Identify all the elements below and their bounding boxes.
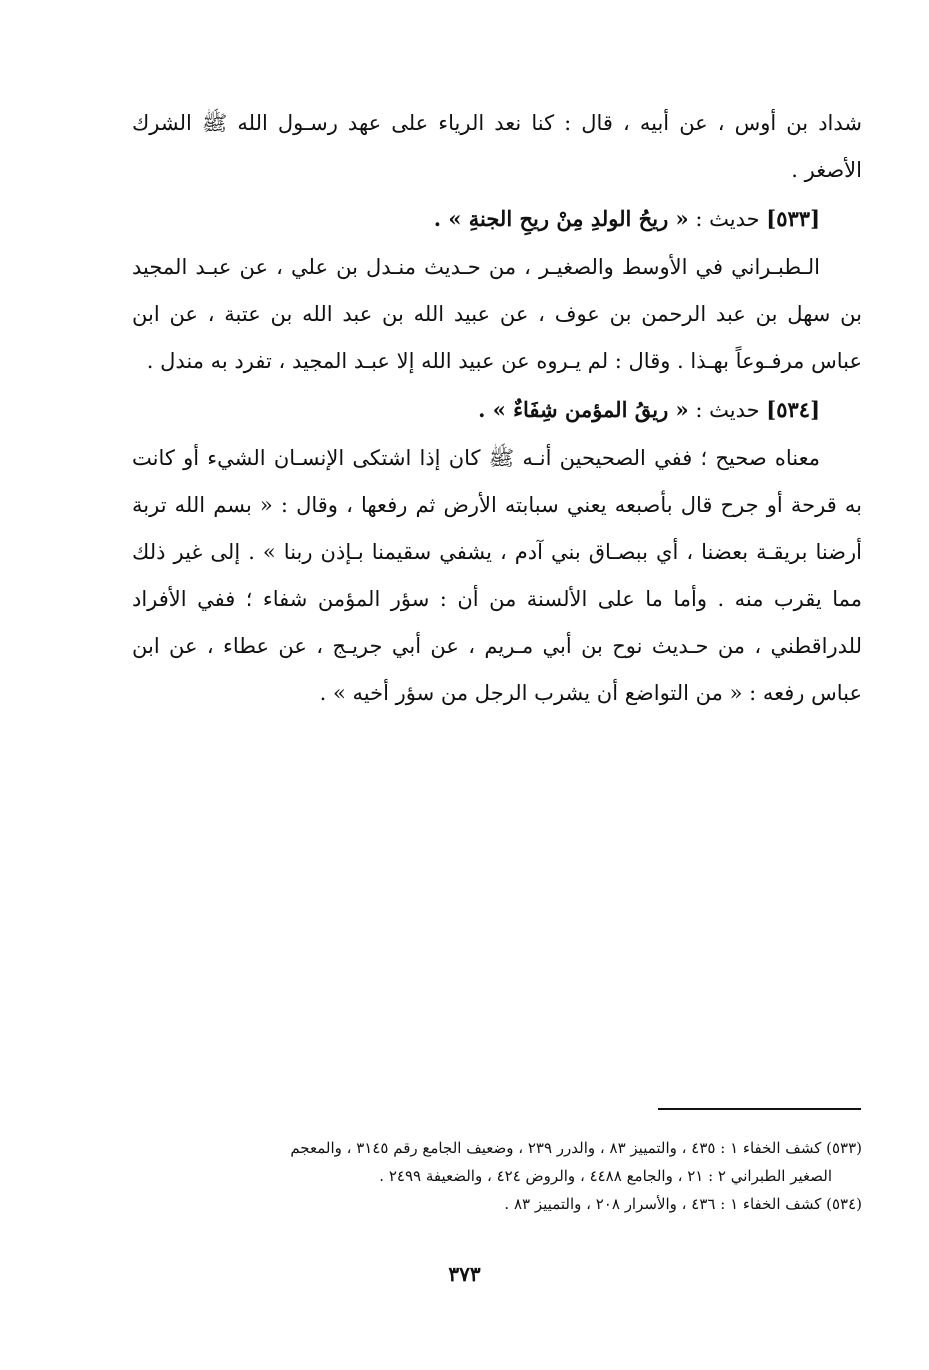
hadith-label: حديث : [695,207,760,231]
hadith-heading-534 [132,385,862,435]
footnotes [132,1134,862,1218]
hadith-commentary-534: معناه صحيح ؛ ففي الصحيحين أنـه ﷺ كان إذا اشتكى الإنسـان الشيء أو كانت به قرحة أو جرح قال بأصبعه يعني سبابته الأرض ثم رفعها ، وقال : « بسم الله تربة أرضنا بريقـة بعضنا ، أي ببصـاق بني آدم ، يشفي سقيمنا بـإذن ربنا » . إلى غير ذلك مما يقرب منه . وأما ما على الألسنة من أن : سؤر المؤمن شفاء ؛ ففي الأفراد للدراقطني ، من حـديث نوح بن أبي مـريم ، عن أبي جريـج ، عن عطاء ، عن ابن عباس رفعه : « من التواضع أن يشرب الرجل من سؤر أخيه » . [132,446,862,705]
hadith-text: « ريقُ المؤمن شِفَاءٌ » . [478,397,689,422]
footnote-divider [658,1108,861,1110]
hadith-label: حديث : [695,398,760,422]
hadith-number: [٥٣٤] [766,397,820,422]
footnote-533-continuation: الصغير الطبراني ٢ : ٢١ ، والجامع ٤٤٨٨ ، والروض ٤٢٤ ، والضعيفة ٢٤٩٩ . [379,1167,832,1185]
hadith-heading-533 [132,194,862,244]
paragraph-continuation: شداد بن أوس ، عن أبيه ، قال : كنا نعد الرياء على عهد رسـول الله ﷺ الشرك الأصغر . [132,111,862,182]
hadith-number: [٥٣٣] [766,206,820,231]
hadith-text: « ريحُ الولدِ مِنْ ريحِ الجنةِ » . [433,206,689,231]
page-number: ٣٧٣ [448,1262,481,1286]
main-text [132,100,862,717]
footnote-533: (٥٣٣) كشف الخفاء ١ : ٤٣٥ ، والتمييز ٨٣ ، والدرر ٢٣٩ ، وضعيف الجامع رقم ٣١٤٥ ، والمعجم [290,1139,862,1157]
footnote-534: (٥٣٤) كشف الخفاء ١ : ٤٣٦ ، والأسرار ٢٠٨ ، والتمييز ٨٣ . [504,1195,862,1213]
hadith-commentary-533: الـطبـراني في الأوسط والصغيـر ، من حـديث منـدل بن علي ، عن عبـد المجيد بن سهل بن عبد الرحمن بن عوف ، عن عبيد الله بن عبد الله بن عتبة ، عن ابن عباس مرفـوعاً بهـذا . وقال : لم يـروه عن عبيد الله إلا عبـد المجيد ، تفرد به مندل . [132,255,862,373]
